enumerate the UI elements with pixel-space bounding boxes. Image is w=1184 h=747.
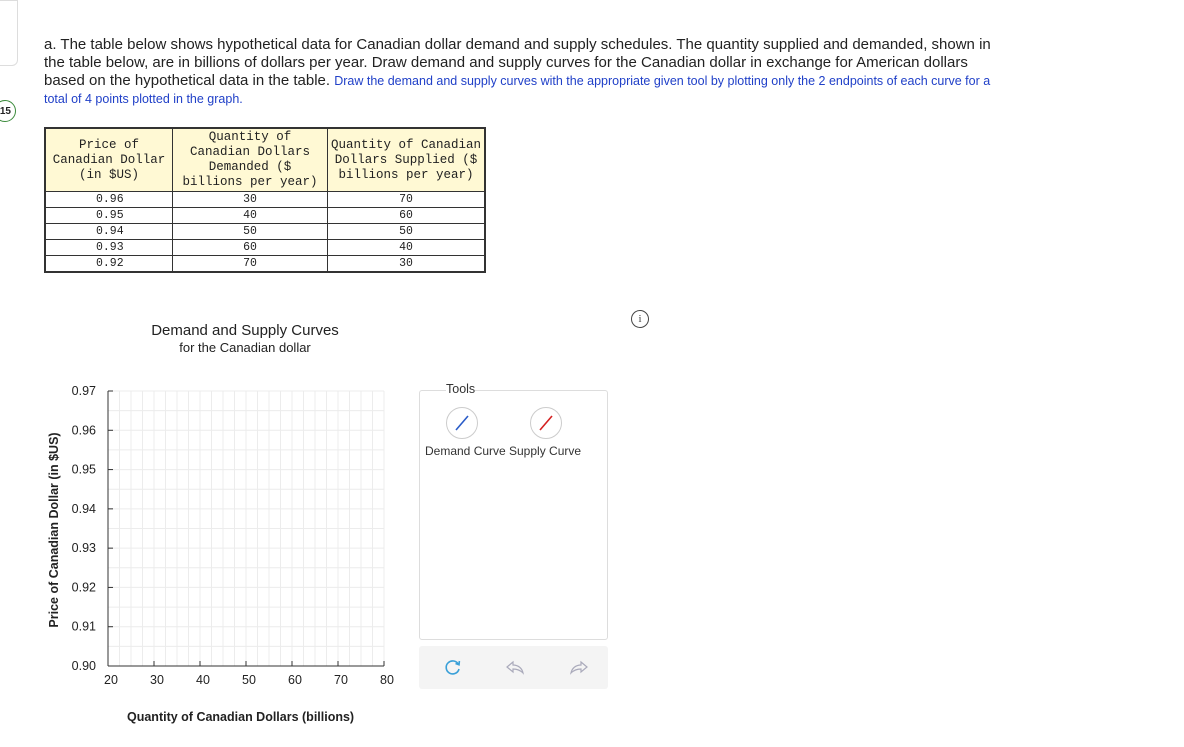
action-bar — [419, 646, 608, 689]
header-price: Price of Canadian Dollar (in $US) — [45, 128, 173, 192]
x-tick-label: 40 — [196, 673, 210, 687]
cell-price: 0.96 — [45, 192, 173, 208]
cell-demanded: 40 — [173, 208, 328, 224]
x-tick-label: 80 — [380, 673, 394, 687]
supply-curve-tool-label[interactable]: Supply Curve — [509, 444, 582, 458]
y-tick-label: 0.95 — [71, 462, 96, 477]
question-body: a. The table below shows hypothetical data for Canadian dollar demand and supply schedules. The quantity supplied and demanded, shown in the table below, are in billions of dollars per year. Draw demand and supply curves for the Canadian dollar in exchange for American dollars based on the hypothetical data in the table. — [44, 36, 991, 89]
cell-demanded: 50 — [173, 224, 328, 240]
header-supplied: Quantity of Canadian Dollars Supplied ($ billions per year) — [328, 128, 486, 192]
undo-icon[interactable] — [505, 657, 525, 677]
supply-curve-tool-button[interactable] — [530, 407, 562, 439]
x-tick-label: 70 — [334, 673, 348, 687]
cell-supplied: 40 — [328, 240, 486, 256]
cell-demanded: 30 — [173, 192, 328, 208]
cell-price: 0.95 — [45, 208, 173, 224]
cell-supplied: 60 — [328, 208, 486, 224]
question-instruction: Draw the demand and supply curves with the appropriate given tool by plotting only the 2 endpoints of each curve for a total of 4 points plotted in the graph. — [44, 74, 991, 106]
question-number-badge: 15 — [0, 100, 16, 122]
x-axis-label: Quantity of Canadian Dollars (billions) — [127, 710, 355, 724]
info-icon[interactable]: i — [631, 310, 649, 328]
y-tick-label: 0.94 — [71, 501, 96, 516]
tools-title: Tools — [446, 382, 476, 396]
y-tick-label: 0.91 — [71, 619, 96, 634]
demand-line-icon — [447, 408, 477, 438]
cell-supplied: 70 — [328, 192, 486, 208]
y-tick-label: 0.93 — [71, 541, 96, 556]
demand-curve-tool-label[interactable]: Demand Curve — [425, 444, 506, 458]
y-axis-label: Price of Canadian Dollar (in $US) — [47, 432, 61, 628]
reset-icon[interactable] — [443, 657, 463, 677]
graph-subtitle: for the Canadian dollar — [179, 340, 311, 355]
x-tick-label: 60 — [288, 673, 302, 687]
cell-demanded: 70 — [173, 256, 328, 273]
cell-price: 0.92 — [45, 256, 173, 273]
y-tick-label: 0.90 — [71, 659, 96, 673]
header-demanded: Quantity of Canadian Dollars Demanded ($ billions per year) — [173, 128, 328, 192]
cell-demanded: 60 — [173, 240, 328, 256]
x-tick-label: 20 — [104, 673, 118, 687]
x-tick-label: 50 — [242, 673, 256, 687]
supply-line-icon — [531, 408, 561, 438]
cell-supplied: 30 — [328, 256, 486, 273]
y-tick-label: 0.96 — [71, 423, 96, 438]
redo-icon[interactable] — [569, 657, 589, 677]
cell-price: 0.94 — [45, 224, 173, 240]
y-tick-label: 0.97 — [71, 384, 96, 398]
cell-supplied: 50 — [328, 224, 486, 240]
y-tick-label: 0.92 — [71, 580, 96, 595]
x-tick-label: 30 — [150, 673, 164, 687]
graph-title: Demand and Supply Curves — [151, 322, 339, 339]
cell-price: 0.93 — [45, 240, 173, 256]
demand-curve-tool-button[interactable] — [446, 407, 478, 439]
